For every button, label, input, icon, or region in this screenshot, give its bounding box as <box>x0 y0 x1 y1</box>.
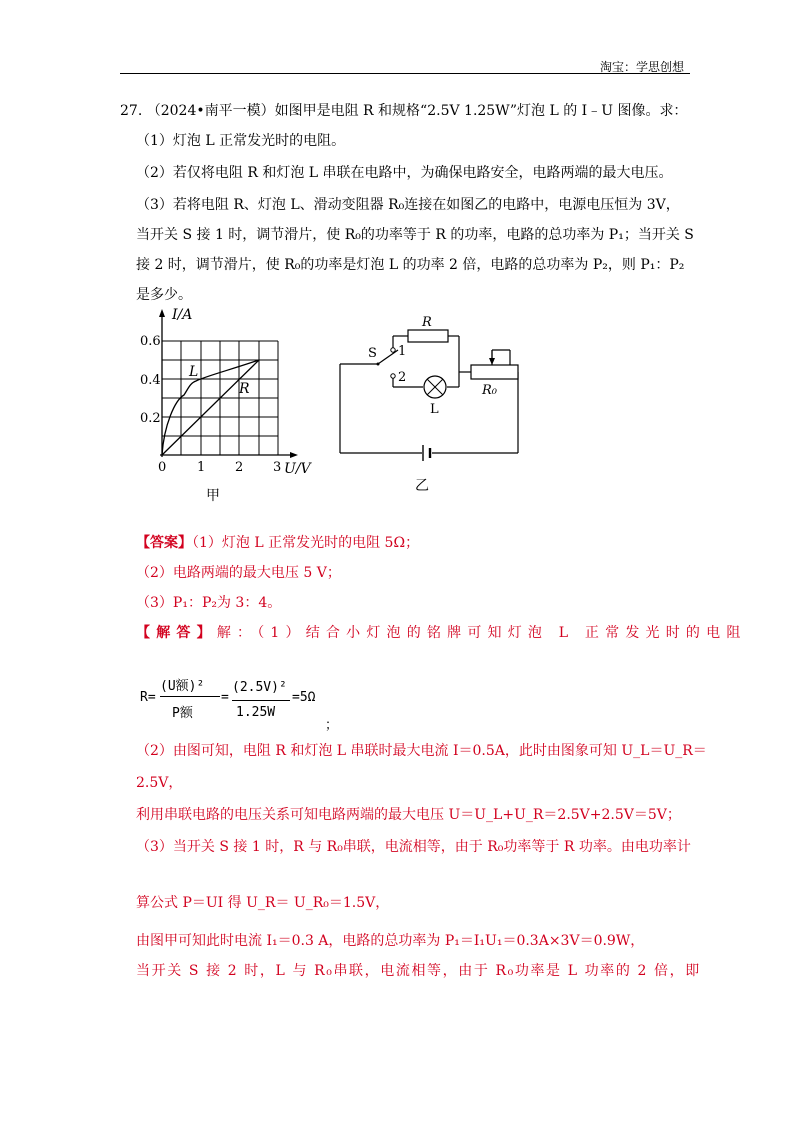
terminal-1-label: 1 <box>398 344 407 359</box>
x-axis-label: U/V <box>284 461 311 477</box>
question-stem: 如图甲是电阻 R 和规格“2.5V 1.25W”灯泡 L 的 I﹣U 图像。求： <box>274 103 688 119</box>
curve-l-label: L <box>189 364 199 380</box>
resistor-r <box>408 330 448 342</box>
question-number: 27. <box>120 103 143 119</box>
terminal-1 <box>391 348 395 352</box>
answer-3: （3）P₁：P₂为 3：4。 <box>136 595 282 611</box>
question-source: （2024•南平一模） <box>146 103 275 119</box>
rheostat-r0 <box>471 365 518 379</box>
solution-line-1 <box>136 622 747 642</box>
curve-r-label: R <box>239 381 250 397</box>
x-tick-3: 3 <box>273 460 282 475</box>
solution-3c: 由图甲可知此时电流 I₁＝0.3 A，电路的总功率为 P₁＝I₁U₁＝0.3A×3V＝0.9W， <box>136 933 645 949</box>
x-tick-2: 2 <box>235 460 244 475</box>
question-part-1: （1）灯泡 L 正常发光时的电阻。 <box>136 133 346 149</box>
solution-2a: （2）由图可知，电阻 R 和灯泡 L 串联时最大电流 I＝0.5A，此时由图象可知 U_L＝U_R＝ <box>136 743 707 759</box>
y-axis-arrow <box>159 309 165 317</box>
formula-bar1 <box>160 696 220 697</box>
y-tick-02: 0.2 <box>140 411 161 426</box>
y-tick-04: 0.4 <box>140 373 161 388</box>
question-part-3b: 当开关 S 接 1 时，调节滑片，使 R₀的功率等于 R 的功率，电路的总功率为 P₁；当开关 S <box>136 227 694 243</box>
y-tick-06: 0.6 <box>140 334 161 349</box>
solution-3b: 算公式 P＝UI 得 U_R＝ U_R₀＝1.5V， <box>136 895 390 911</box>
answer-2: （2）电路两端的最大电压 5 V； <box>136 565 341 581</box>
solution-3d: 当开关 S 接 2 时，L 与 R₀串联，电流相等，由于 R₀功率是 L 功率的 2 倍，即 <box>136 963 701 979</box>
rheostat-label: R₀ <box>482 383 497 398</box>
formula-den1: P额 <box>172 706 193 721</box>
graph-caption: 甲 <box>206 488 220 504</box>
answer-tag: 【答案】 <box>136 535 192 551</box>
lamp-l <box>424 376 446 398</box>
resistor-r-label: R <box>422 315 432 330</box>
x-tick-0: 0 <box>158 460 167 475</box>
curve-r <box>162 360 259 455</box>
switch-pivot <box>377 363 380 366</box>
terminal-2-label: 2 <box>398 370 407 385</box>
question-part-3c: 接 2 时，调节滑片，使 R₀的功率是灯泡 L 的功率 2 倍，电路的总功率为 P₂，则 P₁：P₂ <box>136 257 685 273</box>
solution-2c: 利用串联电路的电压关系可知电路两端的最大电压 U＝U_L+U_R＝2.5V+2.5V＝5V； <box>136 807 681 823</box>
circuit-caption: 乙 <box>415 478 429 494</box>
formula-result: =5Ω <box>292 690 316 705</box>
iu-graph <box>140 305 340 515</box>
question-part-2: （2）若仅将电阻 R 和灯泡 L 串联在电路中，为确保电路安全，电路两端的最大电压。 <box>136 165 673 181</box>
page-header: 淘宝：学思创想 <box>600 60 685 74</box>
formula-bar2 <box>232 700 290 701</box>
lamp-label: L <box>430 402 439 417</box>
question-part-3a: （3）若将电阻 R、灯泡 L、滑动变阻器 R₀连接在如图乙的电路中，电源电压恒为 3V， <box>136 197 680 213</box>
solution-2b: 2.5V， <box>136 775 183 791</box>
header-rule <box>120 73 690 74</box>
rheostat-slider-arrow <box>489 358 495 365</box>
formula-num2: (2.5V)² <box>232 680 287 695</box>
y-axis-label: I/A <box>172 307 193 323</box>
formula-den2: 1.25W <box>236 705 276 720</box>
x-axis-arrow <box>290 452 298 458</box>
terminal-2 <box>391 374 395 378</box>
switch-label: S <box>368 346 377 361</box>
formula-tail: ； <box>325 718 339 733</box>
question-line-1 <box>120 100 687 120</box>
question-part-3d: 是多少。 <box>136 287 192 303</box>
battery <box>423 445 430 461</box>
answer-line-1 <box>136 532 419 552</box>
answer-1: （1）灯泡 L 正常发光时的电阻 5Ω； <box>192 535 420 551</box>
solution-3a: （3）当开关 S 接 1 时，R 与 R₀串联，电流相等，由于 R₀功率等于 R 功率。由电功率计 <box>136 839 691 855</box>
formula-num1: (U额)² <box>160 679 205 694</box>
solution-intro: 解：（1）结合小灯泡的铭牌可知灯泡 L 正常发光时的电阻 <box>216 625 747 641</box>
formula-eq: = <box>221 690 229 705</box>
solution-tag: 【解答】 <box>136 625 217 641</box>
formula-lhs: R= <box>140 690 156 705</box>
x-tick-1: 1 <box>197 460 206 475</box>
circuit-diagram <box>335 305 535 505</box>
